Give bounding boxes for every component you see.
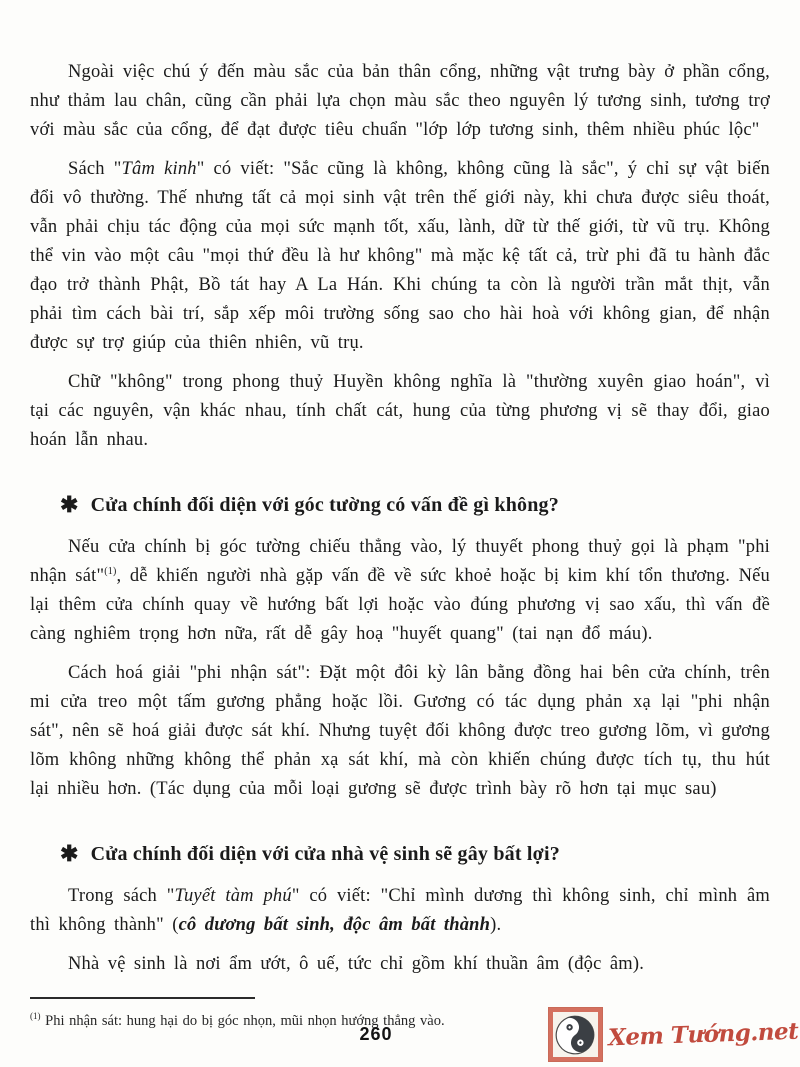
text-segment: Trong sách " <box>68 886 175 906</box>
paragraph-gate-colors: Ngoài việc chú ý đến màu sắc của bản thân cổng, những vật trưng bày ở phần cổng, như thảm lau chân, cũng cần phải lựa chọn màu sắc theo nguyên lý tương sinh, tương trợ với màu sắc của cổng, để đạt được tiêu chuẩn "lớp lớp tương sinh, thêm nhiều phúc lộc" <box>30 62 770 140</box>
section-heading-wall-corner <box>30 491 770 517</box>
footnote-marker: (1) <box>30 1011 41 1021</box>
book-title-tuyet-tam-phu: Tuyết tàm phú <box>174 886 292 906</box>
star-icon: ✱ <box>60 492 79 517</box>
paragraph-huyen-khong: Chữ "không" trong phong thuỷ Huyền không nghĩa là "thường xuyên giao hoán", vì tại các nguyên, vận khác nhau, tính chất cát, hung của từng phương vị sẽ thay đổi, giao hoán lẫn nhau. <box>30 372 770 450</box>
paragraph-toilet-yin: Nhà vệ sinh là nơi ẩm ướt, ô uế, tức chỉ gồm khí thuần âm (độc âm). <box>68 954 645 974</box>
yin-yang-icon-panel <box>553 1012 598 1057</box>
text-segment: , dễ khiến người nhà gặp vấn đề về sức khoẻ hoặc bị kim khí tổn thương. Nếu lại thêm cửa chính quay về hướng bất lợi hoặc vào đúng phương vị sao xấu, thì vấn đề càng nghiêm trọng hơn nữa, rất dễ gây hoạ "huyết quang" (tai nạn đổ máu). <box>30 566 770 644</box>
heading-text: Cửa chính đối diện với cửa nhà vệ sinh sẽ gây bất lợi? <box>90 843 560 865</box>
heading-text: Cửa chính đối diện với góc tường có vấn đề gì không? <box>90 494 559 516</box>
book-title-tam-kinh: Tâm kinh <box>121 159 197 179</box>
footnote-reference: (1) <box>104 565 117 577</box>
watermark-text: Xem Tướng.net <box>607 1017 799 1052</box>
yin-yang-icon <box>548 1007 603 1062</box>
text-segment: " có viết: "Sắc cũng là không, không cũng là sắc", ý chỉ sự vật biến đổi vô thường. Thế nhưng tất cả mọi sinh vật trên thế giới này, khi chưa được siêu thoát, vẫn phải chịu tác động của mọi sức mạnh tốt, xấu, lành, dữ từ thế giới, từ vũ trụ. Không thể vin vào một câu "mọi thứ đều là hư không" mà mặc kệ tất cả, trừ phi đã tu hành đắc đạo trở thành Phật, Bồ tát hay A La Hán. Khi chúng ta còn là người trần mắt thịt, vẫn phải tìm cách bài trí, sắp xếp môi trường sống sao cho hài hoà với không gian, để nhận được sự trợ giúp của thiên nhiên, vũ trụ. <box>30 159 770 353</box>
paragraph-tam-kinh <box>30 155 770 358</box>
section-heading-toilet-door <box>30 840 770 866</box>
star-icon: ✱ <box>60 841 79 866</box>
paragraph-remedy: Cách hoá giải "phi nhận sát": Đặt một đôi kỳ lân bằng đồng hai bên cửa chính, trên mi cửa treo một tấm gương phẳng hoặc lồi. Gương có tác dụng phản xạ lại "phi nhận sát", nên sẽ hoá giải được sát khí. Nhưng tuyệt đối không được treo gương lõm, vì gương lõm không những không thể phản xạ sát khí, mà còn khiến chúng được tích tụ, thu hút lại nhiều hơn. (Tác dụng của mỗi loại gương sẽ được trình bày rõ hơn tại mục sau) <box>30 663 770 799</box>
text-segment: Sách " <box>68 159 122 179</box>
han-viet-phrase: cô dương bất sinh, độc âm bất thành <box>178 915 491 935</box>
text-segment: " có viết: "Chỉ mình dương thì không sinh, chỉ mình âm thì không thành" ( <box>30 886 771 935</box>
footnote-text: Phi nhận sát: hung hại do bị góc nhọn, mũi nhọn hướng thẳng vào. <box>45 1012 445 1029</box>
paragraph-tuyet-tam-phu <box>30 882 770 940</box>
footnote-divider <box>30 997 255 999</box>
text-segment: ). <box>490 915 502 935</box>
text-segment: Nếu cửa chính bị góc tường chiếu thẳng vào, lý thuyết phong thuỷ gọi là phạm "phi nhận sát" <box>30 537 770 586</box>
page-number: 260 <box>359 1024 393 1044</box>
paragraph-phi-nhan-sat <box>30 533 770 649</box>
watermark <box>548 1007 798 1062</box>
